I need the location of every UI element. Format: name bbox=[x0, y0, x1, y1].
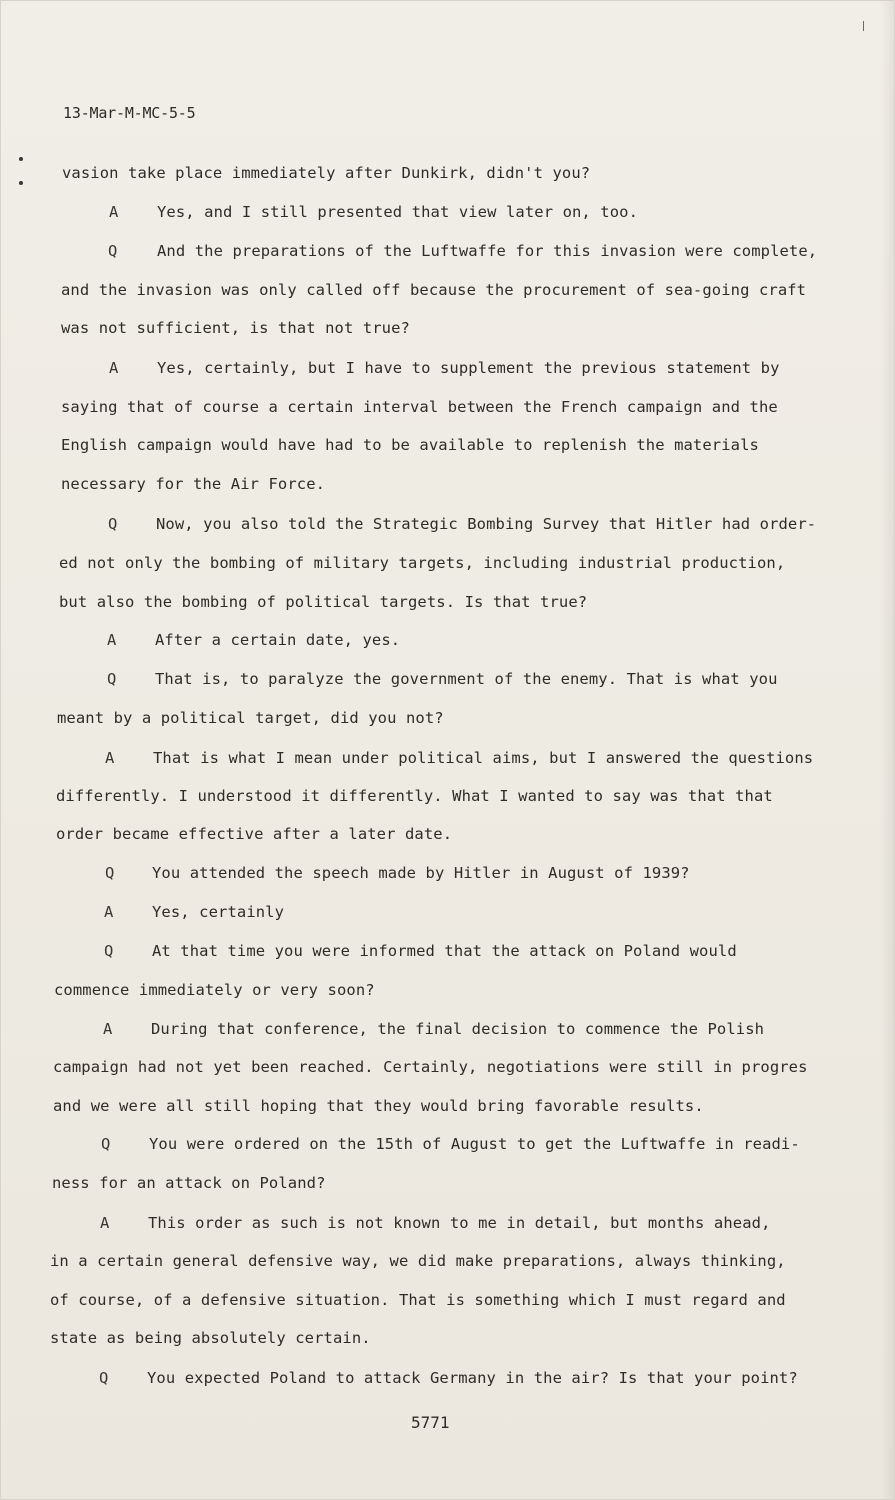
speaker-label: A bbox=[100, 1214, 110, 1232]
transcript-line: Now, you also told the Strategic Bombing Survey that Hitler had order- bbox=[156, 515, 817, 533]
transcript-line: order became effective after a later date. bbox=[56, 825, 453, 843]
speaker-label: A bbox=[107, 631, 117, 649]
speaker-label: A bbox=[104, 903, 114, 921]
transcript-line: and we were all still hoping that they would bring favorable results. bbox=[53, 1097, 704, 1115]
transcript-line: but also the bombing of political targets. Is that true? bbox=[59, 593, 588, 611]
transcript-line: After a certain date, yes. bbox=[155, 631, 401, 649]
transcript-line: You attended the speech made by Hitler in August of 1939? bbox=[152, 864, 690, 882]
transcript-line: necessary for the Air Force. bbox=[61, 475, 326, 493]
transcript-line: That is, to paralyze the government of the enemy. That is what you bbox=[155, 670, 778, 688]
speaker-label: Q bbox=[107, 670, 117, 688]
transcript-line: That is what I mean under political aims, but I answered the questions bbox=[153, 749, 814, 767]
page-edge-shadow bbox=[880, 1, 894, 1500]
transcript-line: ed not only the bombing of military targets, including industrial production, bbox=[59, 554, 786, 572]
transcript-line: Yes, and I still presented that view later on, too. bbox=[157, 203, 639, 221]
margin-dot bbox=[19, 157, 23, 161]
speaker-label: A bbox=[105, 749, 115, 767]
speaker-label: A bbox=[109, 359, 119, 377]
transcript-line: vasion take place immediately after Dunkirk, didn't you? bbox=[62, 164, 591, 182]
transcript-line: state as being absolutely certain. bbox=[50, 1329, 371, 1347]
speaker-label: Q bbox=[108, 515, 118, 533]
document-header: 13-Mar-M-MC-5-5 bbox=[63, 104, 196, 122]
transcript-line: of course, of a defensive situation. That is something which I must regard and bbox=[50, 1291, 786, 1309]
transcript-line: commence immediately or very soon? bbox=[54, 981, 375, 999]
transcript-line: meant by a political target, did you not? bbox=[57, 709, 444, 727]
speaker-label: A bbox=[109, 203, 119, 221]
transcript-line: English campaign would have had to be available to replenish the materials bbox=[61, 436, 759, 454]
transcript-line: Yes, certainly bbox=[152, 903, 285, 921]
speaker-label: Q bbox=[99, 1369, 109, 1387]
transcript-line: At that time you were informed that the attack on Poland would bbox=[152, 942, 737, 960]
page-number: 5771 bbox=[411, 1413, 450, 1432]
transcript-line: was not sufficient, is that not true? bbox=[61, 319, 410, 337]
transcript-line: differently. I understood it differently. What I wanted to say was that that bbox=[56, 787, 773, 805]
transcript-line: During that conference, the final decision to commence the Polish bbox=[151, 1020, 765, 1038]
speaker-label: A bbox=[103, 1020, 113, 1038]
corner-mark bbox=[863, 21, 864, 31]
transcript-line: in a certain general defensive way, we did make preparations, always thinking, bbox=[50, 1252, 786, 1270]
transcript-line: ness for an attack on Poland? bbox=[52, 1174, 326, 1192]
speaker-label: Q bbox=[105, 864, 115, 882]
transcript-line: You expected Poland to attack Germany in the air? Is that your point? bbox=[147, 1369, 798, 1387]
margin-dot bbox=[19, 181, 23, 185]
transcript-line: You were ordered on the 15th of August to get the Luftwaffe in readi- bbox=[149, 1135, 800, 1153]
transcript-line: Yes, certainly, but I have to supplement the previous statement by bbox=[157, 359, 780, 377]
speaker-label: Q bbox=[101, 1135, 111, 1153]
transcript-line: and the invasion was only called off because the procurement of sea-going craft bbox=[61, 281, 807, 299]
transcript-line: campaign had not yet been reached. Certainly, negotiations were still in progres bbox=[53, 1058, 808, 1076]
speaker-label: Q bbox=[104, 942, 114, 960]
transcript-line: This order as such is not known to me in detail, but months ahead, bbox=[148, 1214, 771, 1232]
transcript-line: And the preparations of the Luftwaffe for this invasion were complete, bbox=[157, 242, 818, 260]
speaker-label: Q bbox=[108, 242, 118, 260]
transcript-line: saying that of course a certain interval between the French campaign and the bbox=[61, 398, 778, 416]
